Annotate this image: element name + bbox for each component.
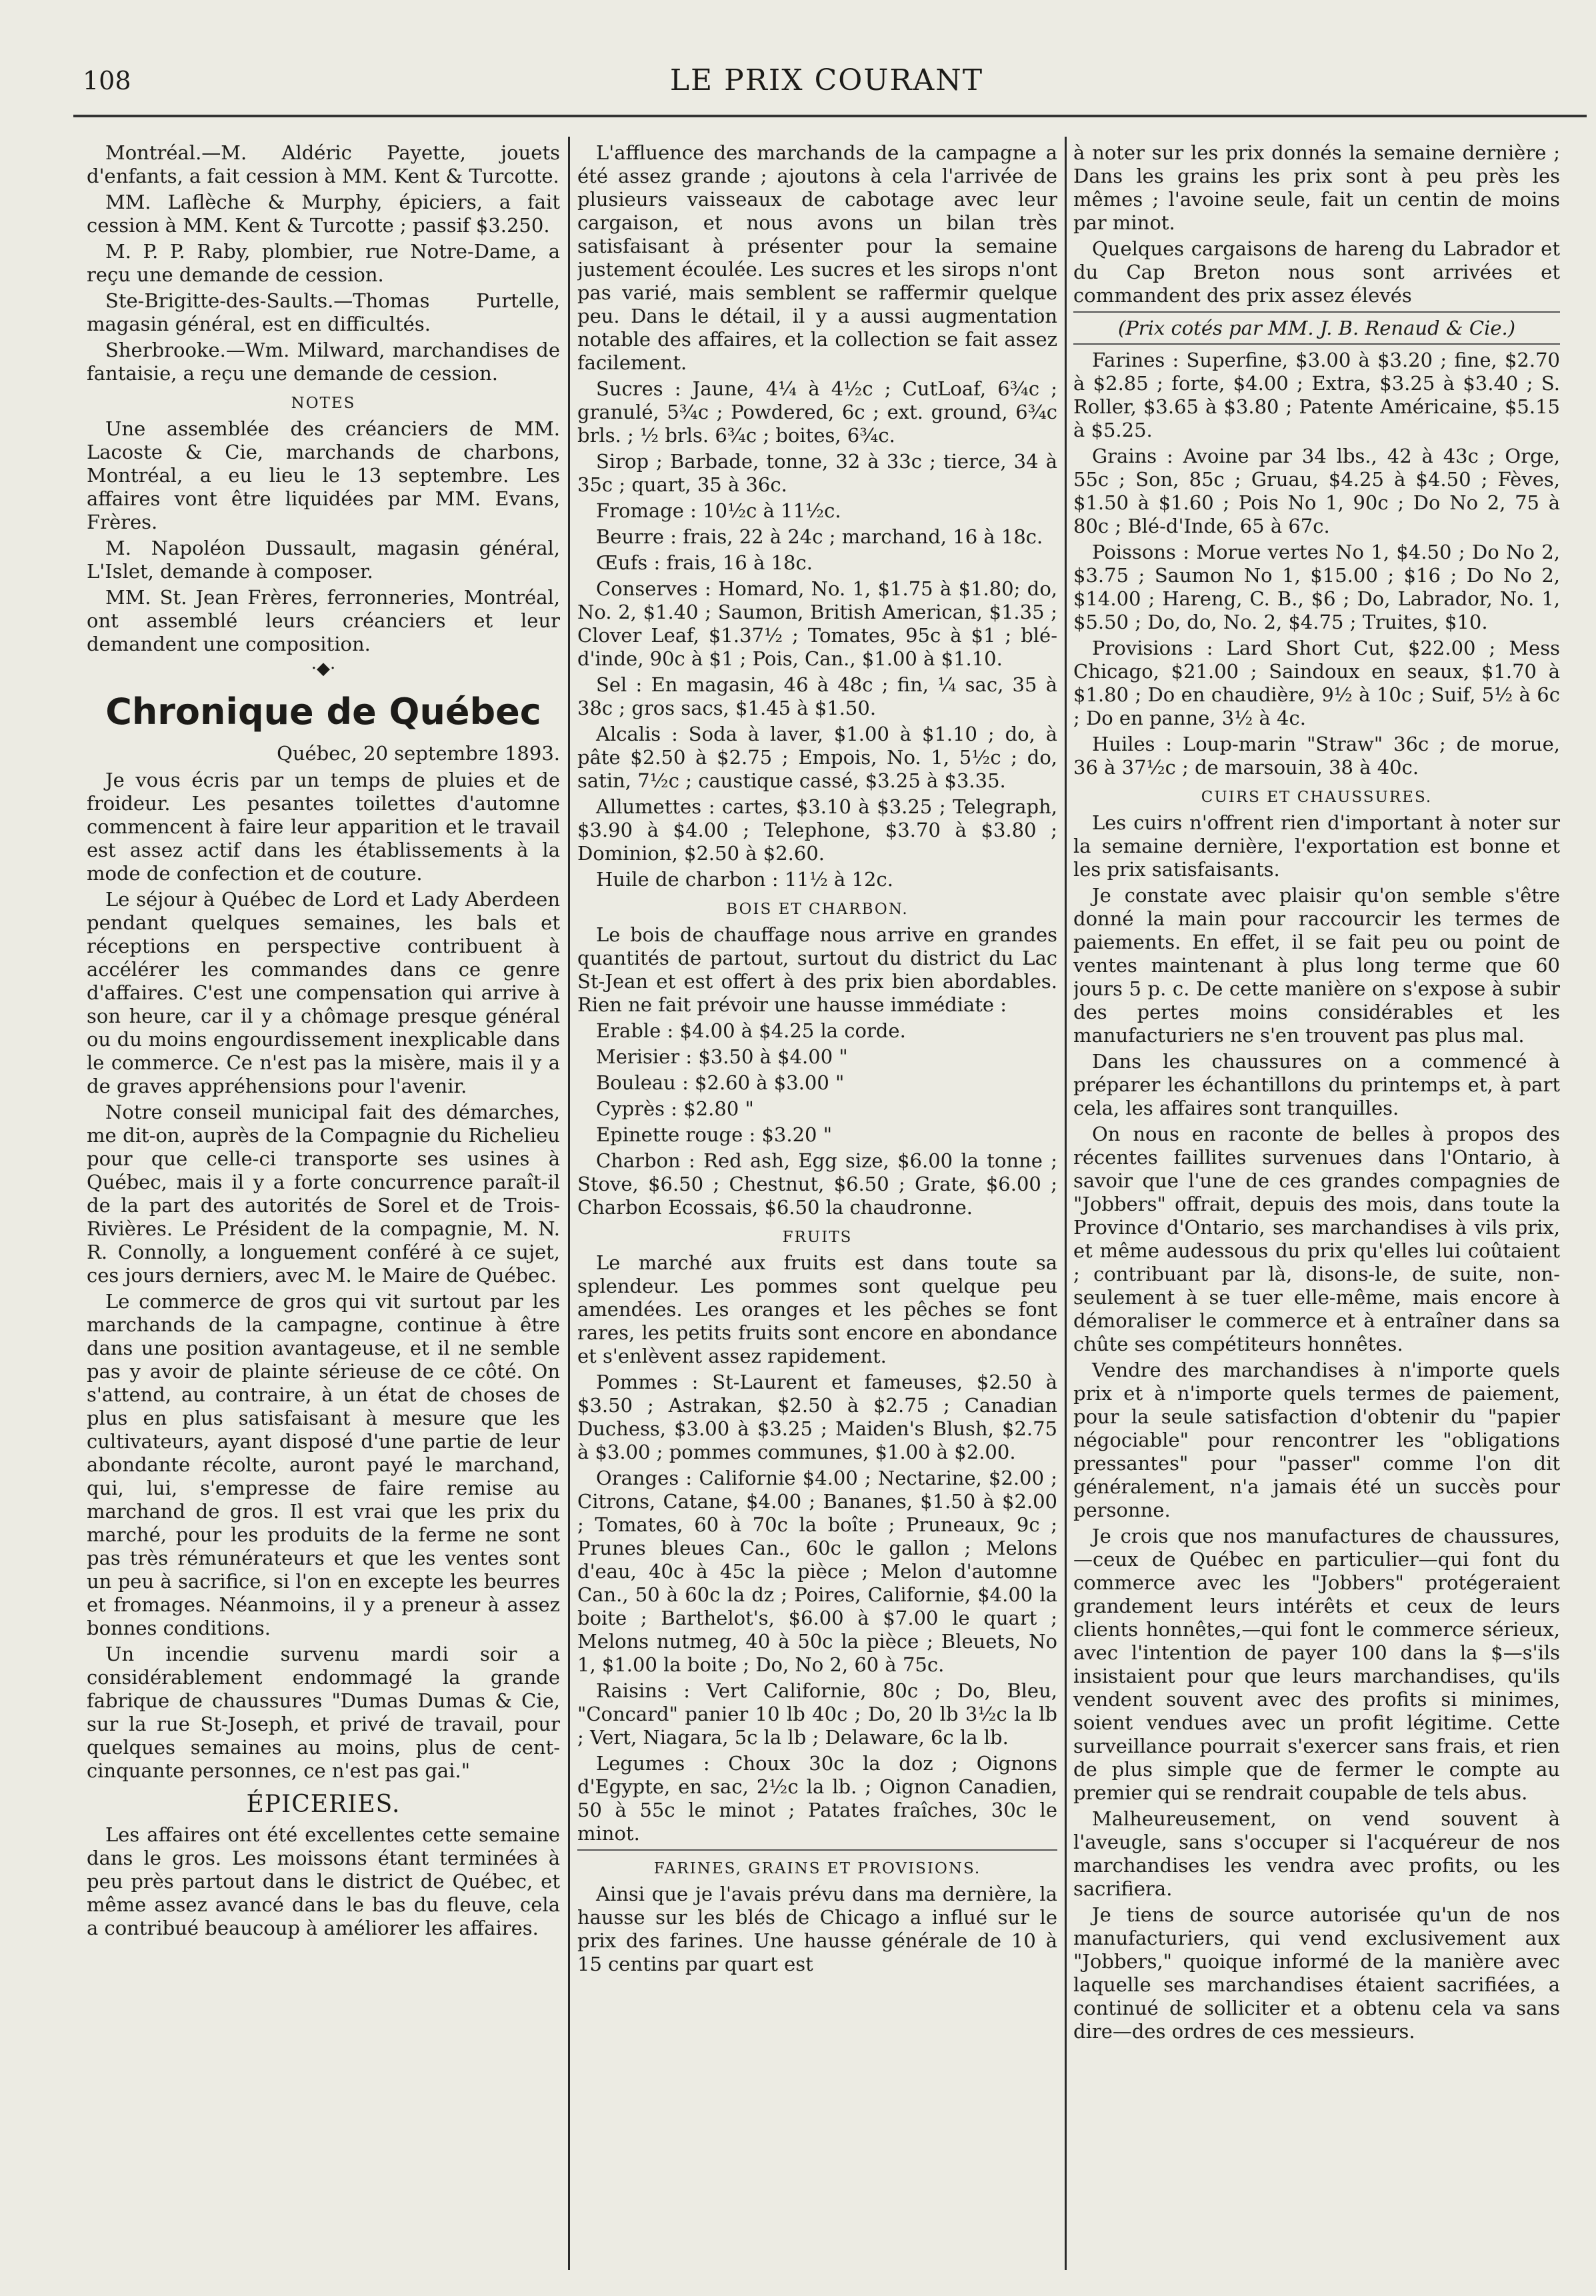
price-entry: Pommes : St-Laurent et fameuses, $2.50 à $3.50 ; Astrakan, $2.50 à $2.75 ; Canadian Duchess, $3.00 à $3.25 ; Maiden's Blush, $2.75 à $3.00 ; pommes communes, $1.00 à $2.00. [577,1371,1057,1463]
price-entry: Conserves : Homard, No. 1, $1.75 à $1.80; do, No. 2, $1.40 ; Saumon, British American, $1.35 ; Clover Leaf, $1.37½ ; Tomates, 95c à $1 ; blé-d'inde, 90c à $1 ; Pois, Can., $1.00 à $1.10. [577,577,1057,670]
farines-heading: FARINES, GRAINS ET PROVISIONS. [653,1860,981,1877]
notes-heading: NOTES [291,395,356,412]
price-entry: Sucres : Jaune, 4¼ à 4½c ; CutLoaf, 6¾c ; granulé, 5¾c ; Powdered, 6c ; ext. ground, 6¾c brls. ; ½ brls. 6¾c ; boites, 6¾c. [577,377,1057,447]
price-entry: Legumes : Choux 30c la doz ; Oignons d'Egypte, en sac, 2½c la lb. ; Oignon Canadien, 50 à 55c le minot ; Patates fraîches, 30c le minot. [577,1752,1057,1845]
provisions-price-list [1073,349,1560,779]
price-entry: Poissons : Morue vertes No 1, $4.50 ; Do No 2, $3.75 ; Saumon No 1, $15.00 ; $16 ; Do No 2, $14.00 ; Hareng, C. B., $6 ; Do, Labrador, No. 1, $5.50 ; Do, do, No. 2, $4.75 ; Truites, $10. [1073,541,1560,633]
cuirs-heading: CUIRS ET CHAUSSURES. [1201,789,1433,806]
price-entry: Charbon : Red ash, Egg size, $6.00 la tonne ; Stove, $6.50 ; Chestnut, $6.50 ; Grate, $6.00 ; Charbon Ecossais, $6.50 la chaudronne. [577,1149,1057,1219]
paragraph: Malheureusement, on vend souvent à l'aveugle, sans s'occuper si l'acquéreur de nos marchandises les vendra avec profits, ou les sacrifiera. [1073,1807,1560,1900]
price-entry: Erable : $4.00 à $4.25 la corde. [596,1019,906,1042]
price-entry: Huiles : Loup-marin "Straw" 36c ; de morue, 36 à 37½c ; de marsouin, 38 à 40c. [1073,733,1560,779]
paragraph: MM. St. Jean Frères, ferronneries, Montréal, ont assemblé leurs créanciers et leur demandent une composition. [87,586,560,655]
paragraph: Notre conseil municipal fait des démarches, me dit-on, auprès de la Compagnie du Richelieu pour que celle-ci transporte ses usines à Québec, mais il y a forte concurrence paraît-il de la part des autorités de Sorel et de Trois-Rivières. Le Président de la compagnie, M. N. R. Connolly, a longuement conféré à ce sujet, ces jours derniers, avec M. le Maire de Québec. [87,1101,560,1287]
price-entry: Fromage : 10½c à 11½c. [596,499,841,522]
price-entry: Bouleau : $2.60 à $3.00 " [596,1071,845,1094]
page-header [73,63,1580,110]
price-entry: Grains : Avoine par 34 lbs., 42 à 43c ; Orge, 55c ; Son, 85c ; Gruau, $4.25 à $4.50 ; Fèves, $1.50 à $1.60 ; Pois No 1, 90c ; Do No 2, 75 à 80c ; Blé-d'Inde, 65 à 67c. [1073,445,1560,537]
column-3 [1073,141,1560,2275]
failures-section [87,141,560,385]
paragraph: Sherbrooke.—Wm. Milward, marchandises de fantaisie, a reçu une demande de cession. [87,339,560,385]
paragraph: Montréal.—M. Aldéric Payette, jouets d'enfants, a fait cession à MM. Kent & Turcotte. [87,141,560,187]
fruits-heading: FRUITS [782,1229,853,1246]
price-entry: Farines : Superfine, $3.00 à $3.20 ; fine, $2.70 à $2.85 ; forte, $4.00 ; Extra, $3.25 à $3.40 ; S. Roller, $3.65 à $3.80 ; Patente Américaine, $5.15 à $5.25. [1073,349,1560,441]
paragraph: Je vous écris par un temps de pluies et de froideur. Les pesantes toilettes d'automne commencent à faire leur apparition et le travail est assez actif dans les établissements à la mode de confection et de couture. [87,769,560,885]
paragraph: Quelques cargaisons de hareng du Labrador et du Cap Breton nous sont arrivées et commandent des prix assez élevés [1073,237,1560,307]
column-rule-1 [568,137,570,2270]
paragraph: Les cuirs n'offrent rien d'important à noter sur la semaine dernière, l'exportation est bonne et les prix satisfaisants. [1073,811,1560,881]
bois-heading: BOIS ET CHARBON. [726,901,909,918]
price-entry: Œufs : frais, 16 à 18c. [596,551,813,574]
paragraph: Le marché aux fruits est dans toute sa splendeur. Les pommes sont quelque peu amendées. Les oranges et les pêches se font rares, les petits fruits sont encore en abondance et s'enlèvent assez rapidement. [577,1251,1057,1367]
section-divider [577,1849,1057,1851]
price-entry: Sirop ; Barbade, tonne, 32 à 33c ; tierce, 34 à 35c ; quart, 35 à 36c. [577,450,1057,496]
dateline: Québec, 20 septembre 1893. [277,742,560,765]
column-rule-2 [1065,137,1067,2270]
paragraph: M. Napoléon Dussault, magasin général, L'Islet, demande à composer. [87,537,560,583]
grocery-price-list [577,377,1057,891]
page-number: 108 [83,66,131,95]
price-source-note: (Prix cotés par MM. J. B. Renaud & Cie.) [1117,317,1516,339]
paragraph: Vendre des marchandises à n'importe quels prix et à n'importe quels termes de paiement, pour la seule satisfaction d'obtenir du "papier négociable" pour rencontrer les "obligations pressantes" pour "passer" comme l'on dit généralement, n'a jamais été un succès pour personne. [1073,1359,1560,1521]
price-entry: Oranges : Californie $4.00 ; Nectarine, $2.00 ; Citrons, Catane, $4.00 ; Bananes, $1.50 à $2.00 ; Tomates, 60 à 70c la boîte ; Pruneaux, 9c ; Prunes bleues Can., 60c le gallon ; Melons d'eau, 40c à 45c la pièce ; Melon d'automne Can., 50 à 60c la dz ; Poires, Californie, $4.00 la boite ; Barthelot's, $6.00 à $7.00 le quart ; Melons nutmeg, 40 à 50c la pièce ; Bleuets, No 1, $1.00 la boite ; Do, No 2, 60 à 75c. [577,1467,1057,1676]
paragraph: Le commerce de gros qui vit surtout par les marchands de la campagne, continue à être dans une position avantageuse, et il ne semble pas y avoir de plainte sérieuse de ce côté. On s'attend, au contraire, à un état de choses de plus en plus satisfaisant à mesure que les cultivateurs, ayant disposé d'une partie de leur abondante récolte, auront payé le marchand, qui, lui, s'empresse de faire remise au marchand de gros. Il est vrai que les prix du marché, pour les produits de la ferme ne sont pas très rémunérateurs et que les ventes sont un peu à sacrifice, si l'on en excepte les beurres et fromages. Néanmoins, il y a preneur à assez bonnes conditions. [87,1290,560,1639]
price-entry: Huile de charbon : 11½ à 12c. [596,868,893,891]
paragraph: Je crois que nos manufactures de chaussures,—ceux de Québec en particulier—qui font du commerce avec les "Jobbers" protégeraient grandement leurs intérêts et ceux de leurs clients honnêtes,—qui font le commerce sérieux, avec l'intention de payer 100 dans la $—s'ils insistaient pour que leurs marchandises, qu'ils vendent souvent avec des profits si minimes, soient vendues avec un profit légitime. Cette surveillance pourrait s'exercer sans frais, et rien de plus simple que de fermer le compte au premier qui se rendrait coupable de tels abus. [1073,1525,1560,1804]
price-entry: Raisins : Vert Californie, 80c ; Do, Bleu, "Concard" panier 10 lb 40c ; Do, 20 lb 3½c la lb ; Vert, Niagara, 5c la lb ; Delaware, 6c la lb. [577,1679,1057,1749]
running-title: LE PRIX COURANT [669,63,984,97]
column-2 [577,141,1057,2275]
price-entry: Beurre : frais, 22 à 24c ; marchand, 16 à 18c. [596,525,1043,548]
fruits-section [577,1251,1057,1845]
epiceries-title: ÉPICERIES. [246,1791,401,1818]
box-rule-top [1073,311,1560,313]
paragraph: Ainsi que je l'avais prévu dans ma dernière, la hausse sur les blés de Chicago a influé sur le prix des farines. Une hausse générale de 10 à 15 centins par quart est [577,1883,1057,1975]
paragraph: MM. Laflèche & Murphy, épiciers, a fait cession à MM. Kent & Turcotte ; passif $3.250. [87,191,560,237]
paragraph: Dans les chaussures on a commencé à préparer les échantillons du printemps et, à part cela, les affaires sont tranquilles. [1073,1050,1560,1119]
ornament: ·◆· [311,659,336,679]
chronique-section [87,769,560,1783]
paragraph: Je constate avec plaisir qu'on semble s'être donné la main pour raccourcir les termes de paiements. En effet, il se fait peu ou point de ventes maintenant à plus long terme que 60 jours 5 p. c. De cette manière on s'expose à subir des pertes moins considérables et les manufacturiers ne s'en trouvent pas plus mal. [1073,884,1560,1047]
cuirs-section [1073,811,1560,2043]
chronique-title: Chronique de Québec [105,691,541,733]
paragraph: L'affluence des marchands de la campagne a été assez grande ; ajoutons à cela l'arrivée de plusieurs vaisseaux de cabotage avec leur cargaison, et nous avons un bilan très satisfaisant à présenter pour la semaine justement écoulée. Les sucres et les sirops n'ont pas varié, mais semblent se raffermir quelque peu. Dans le détail, il y a aussi augmentation notable des affaires, et la collection se fait assez facilement. [577,141,1057,374]
paragraph: Le séjour à Québec de Lord et Lady Aberdeen pendant quelques semaines, les bals et réceptions en perspective contribuent à accélérer les commandes dans ce genre d'affaires. C'est une compensation qui arrive à son heure, car il y a chômage presque général ou du moins engourdissement inexplicable dans le commerce. Ce n'est pas la misère, mais il y a de graves appréhensions pour l'avenir. [87,888,560,1097]
price-entry: Allumettes : cartes, $3.10 à $3.25 ; Telegraph, $3.90 à $4.00 ; Telephone, $3.70 à $3.80 ; Dominion, $2.50 à $2.60. [577,795,1057,865]
price-entry: Sel : En magasin, 46 à 48c ; fin, ¼ sac, 35 à 38c ; gros sacs, $1.45 à $1.50. [577,673,1057,719]
paragraph: Je tiens de source autorisée qu'un de nos manufacturiers, qui vend exclusivement aux "Jobbers," quoique informé de la manière avec laquelle ses marchandises étaient sacrifiées, a continué de solliciter et a obtenu cela va sans dire—des ordres de ces messieurs. [1073,1903,1560,2043]
paragraph: Le bois de chauffage nous arrive en grandes quantités de partout, surtout du district du Lac St-Jean et est offert à des prix bien abordables. Rien ne fait prévoir une hausse immédiate : [577,923,1057,1016]
notes-section [87,417,560,656]
price-entry: Cyprès : $2.80 " [596,1097,754,1120]
paragraph: M. P. P. Raby, plombier, rue Notre-Dame, a reçu une demande de cession. [87,240,560,286]
box-rule-bottom [1073,343,1560,345]
paragraph: Un incendie survenu mardi soir a considérablement endommagé la grande fabrique de chaussures "Dumas Dumas & Cie, sur la rue St-Joseph, et privé de travail, pour quelques semaines au moins, plus de cent-cinquante personnes, ce n'est pas gai." [87,1643,560,1782]
header-rule [73,115,1587,117]
bois-section [577,923,1057,1219]
price-entry: Alcalis : Soda à laver, $1.00 à $1.10 ; do, à pâte $2.50 à $2.75 ; Empois, No. 1, 5½c ; do, satin, 7½c ; caustique cassé, $3.25 à $3.35. [577,723,1057,792]
price-entry: Epinette rouge : $3.20 " [596,1123,833,1146]
paragraph: Ste-Brigitte-des-Saults.—Thomas Purtelle, magasin général, est en difficultés. [87,289,560,335]
paragraph: à noter sur les prix donnés la semaine dernière ; Dans les grains les prix sont à peu près les mêmes ; l'avoine seule, fait un centin de moins par minot. [1073,141,1560,234]
paragraph: Une assemblée des créanciers de MM. Lacoste & Cie, marchands de charbons, Montréal, a eu lieu le 13 septembre. Les affaires vont être liquidées par MM. Evans, Frères. [87,417,560,533]
paragraph: Les affaires ont été excellentes cette semaine dans le gros. Les moissons étant terminées à peu près partout dans le district de Québec, et même assez avancé dans le bas du fleuve, cela a contribué beaucoup à améliorer les affaires. [87,1823,560,1939]
paragraph: On nous en raconte de belles à propos des récentes faillites survenues dans l'Ontario, à savoir que l'une de ces grandes compagnies de "Jobbers" offrait, depuis des mois, dans toute la Province d'Ontario, ses marchandises à vils prix, et même audessous du prix qu'elles lui coûtaient ; contribuant par là, disons-le, de suite, non-seulement à se tuer elle-même, mais encore à démoraliser le commerce et à entraîner dans sa chûte ses compétiteurs honnêtes. [1073,1123,1560,1355]
column-1 [87,141,560,2275]
price-entry: Provisions : Lard Short Cut, $22.00 ; Mess Chicago, $21.00 ; Saindoux en seaux, $1.70 à $1.80 ; Do en chaudière, 9½ à 10c ; Suif, 5½ à 6c ; Do en panne, 3½ à 4c. [1073,637,1560,729]
price-entry: Merisier : $3.50 à $4.00 " [596,1045,848,1068]
